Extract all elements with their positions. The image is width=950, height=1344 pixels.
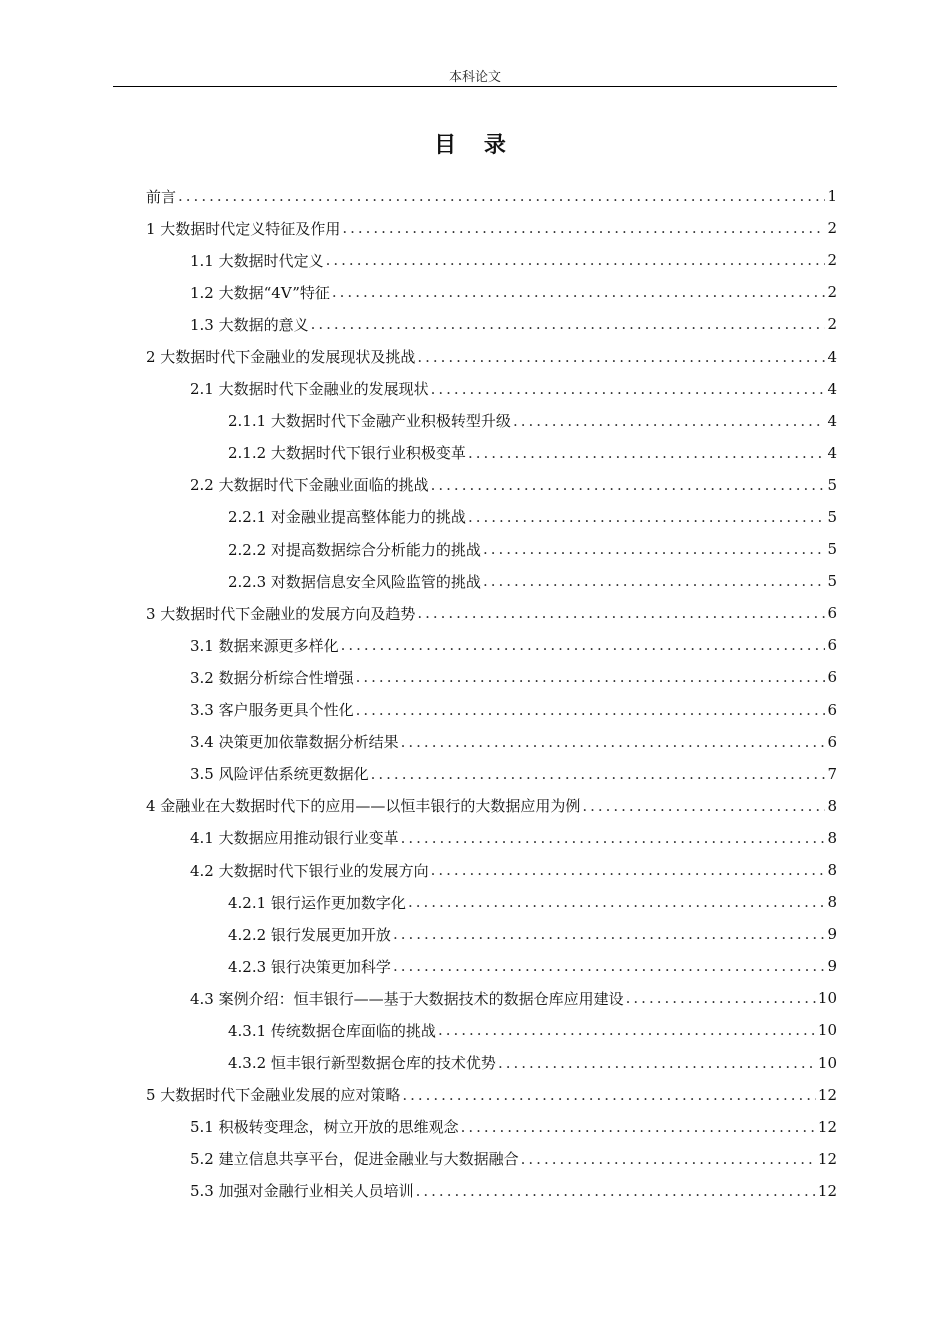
toc-entry-page-number: 4	[827, 443, 837, 462]
toc-leader-dots	[468, 444, 826, 462]
toc-entry[interactable]	[146, 790, 837, 822]
toc-entry-page-number: 1	[827, 187, 837, 206]
toc-entry[interactable]	[146, 501, 837, 533]
toc-entry-label: 4.3.1 传统数据仓库面临的挑战	[228, 1021, 436, 1040]
toc-entry-label: 2 大数据时代下金融业的发展现状及挑战	[146, 348, 416, 367]
toc-entry[interactable]	[146, 212, 837, 244]
toc-leader-dots	[417, 604, 825, 622]
toc-entry-label: 3.1 数据来源更多样化	[190, 636, 339, 655]
toc-entry-label: 2.1.2 大数据时代下银行业积极变革	[228, 444, 466, 463]
toc-leader-dots	[178, 187, 825, 205]
toc-entry-label: 3.4 决策更加依靠数据分析结果	[190, 733, 399, 752]
toc-entry-page-number: 12	[817, 1181, 837, 1200]
toc-entry[interactable]	[146, 726, 837, 758]
toc-entry-page-number: 5	[827, 475, 837, 494]
page-header-title: 本科论文	[448, 70, 501, 85]
toc-entry-page-number: 10	[817, 1053, 837, 1072]
toc-entry-label: 1.1 大数据时代定义	[190, 251, 324, 270]
toc-entry[interactable]	[146, 180, 837, 212]
toc-entry-page-number: 9	[827, 957, 837, 976]
toc-leader-dots	[483, 572, 826, 590]
toc-leader-dots	[582, 797, 825, 815]
toc-entry-page-number: 2	[827, 251, 837, 270]
toc-entry-page-number: 12	[817, 1085, 837, 1104]
toc-entry[interactable]	[146, 597, 837, 629]
toc-leader-dots	[408, 893, 826, 911]
toc-entry[interactable]	[146, 886, 837, 918]
toc-entry-label: 5.2 建立信息共享平台，促进金融业与大数据融合	[190, 1150, 519, 1169]
toc-leader-dots	[326, 251, 826, 269]
toc-leader-dots	[513, 412, 826, 430]
toc-entry[interactable]	[146, 1175, 837, 1207]
toc-leader-dots	[461, 1118, 816, 1136]
toc-entry[interactable]	[146, 661, 837, 693]
toc-entry[interactable]	[146, 1014, 837, 1046]
toc-entry-label: 5.1 积极转变理念，树立开放的思维观念	[190, 1118, 459, 1137]
toc-entry[interactable]	[146, 758, 837, 790]
toc-entry-page-number: 10	[817, 989, 837, 1008]
toc-leader-dots	[393, 925, 826, 943]
toc-entry-label: 4.3.2 恒丰银行新型数据仓库的技术优势	[228, 1054, 496, 1073]
toc-entry-label: 3 大数据时代下金融业的发展方向及趋势	[146, 604, 416, 623]
toc-leader-dots	[401, 733, 826, 751]
toc-entry[interactable]	[146, 405, 837, 437]
toc-entry[interactable]	[146, 244, 837, 276]
toc-entry[interactable]	[146, 854, 837, 886]
toc-entry-label: 2.2 大数据时代下金融业面临的挑战	[190, 476, 429, 495]
toc-title: 目 录	[434, 133, 516, 158]
toc-leader-dots	[371, 765, 826, 783]
toc-entry[interactable]	[146, 565, 837, 597]
toc-entry-page-number: 12	[817, 1117, 837, 1136]
toc-entry-label: 3.3 客户服务更具个性化	[190, 701, 354, 720]
toc-leader-dots	[626, 989, 816, 1007]
toc-entry[interactable]	[146, 1111, 837, 1143]
toc-leader-dots	[356, 668, 826, 686]
toc-entry[interactable]	[146, 822, 837, 854]
toc-leader-dots	[416, 1182, 816, 1200]
toc-entry-label: 前言	[146, 187, 177, 206]
toc-entry-page-number: 2	[827, 315, 837, 334]
toc-entry-label: 2.2.3 对数据信息安全风险监管的挑战	[228, 572, 481, 591]
toc-entry-label: 3.2 数据分析综合性增强	[190, 668, 354, 687]
toc-leader-dots	[498, 1054, 816, 1072]
toc-entry[interactable]	[146, 469, 837, 501]
toc-entry-label: 1 大数据时代定义特征及作用	[146, 219, 341, 238]
toc-entry[interactable]	[146, 1047, 837, 1079]
toc-entry[interactable]	[146, 1079, 837, 1111]
toc-entry-page-number: 8	[827, 796, 837, 815]
toc-entry[interactable]	[146, 982, 837, 1014]
toc-entry-label: 4.1 大数据应用推动银行业变革	[190, 829, 399, 848]
toc-leader-dots	[332, 283, 826, 301]
toc-leader-dots	[342, 219, 825, 237]
toc-entry-label: 4.2.3 银行决策更加科学	[228, 957, 391, 976]
toc-entry[interactable]	[146, 950, 837, 982]
toc-entry[interactable]	[146, 276, 837, 308]
toc-entry[interactable]	[146, 533, 837, 565]
toc-leader-dots	[438, 1021, 816, 1039]
toc-leader-dots	[393, 957, 826, 975]
table-of-contents	[146, 180, 837, 1207]
toc-entry-label: 4.2.2 银行发展更加开放	[228, 925, 391, 944]
toc-entry-label: 4.3 案例介绍：恒丰银行——基于大数据技术的数据仓库应用建设	[190, 989, 624, 1008]
toc-entry-page-number: 8	[827, 861, 837, 880]
toc-leader-dots	[402, 1086, 816, 1104]
toc-entry-label: 2.1 大数据时代下金融业的发展现状	[190, 380, 429, 399]
toc-entry-label: 2.2.1 对金融业提高整体能力的挑战	[228, 508, 466, 527]
toc-entry-page-number: 10	[817, 1021, 837, 1040]
toc-entry[interactable]	[146, 629, 837, 661]
toc-leader-dots	[468, 508, 826, 526]
toc-entry-label: 4 金融业在大数据时代下的应用——以恒丰银行的大数据应用为例	[146, 797, 581, 816]
toc-leader-dots	[431, 861, 826, 879]
toc-leader-dots	[417, 348, 825, 366]
toc-entry-page-number: 6	[827, 604, 837, 623]
toc-entry-label: 5 大数据时代下金融业发展的应对策略	[146, 1086, 401, 1105]
header-rule	[113, 86, 837, 87]
toc-leader-dots	[341, 636, 826, 654]
toc-entry-label: 1.2 大数据“4V”特征	[190, 283, 330, 302]
toc-leader-dots	[483, 540, 826, 558]
toc-entry[interactable]	[146, 1143, 837, 1175]
toc-leader-dots	[311, 315, 826, 333]
toc-entry-page-number: 5	[827, 540, 837, 559]
toc-entry-page-number: 6	[827, 700, 837, 719]
toc-entry-page-number: 9	[827, 925, 837, 944]
toc-entry[interactable]	[146, 694, 837, 726]
toc-entry-page-number: 4	[827, 379, 837, 398]
toc-entry[interactable]	[146, 373, 837, 405]
toc-entry[interactable]	[146, 340, 837, 372]
toc-entry-page-number: 6	[827, 668, 837, 687]
toc-entry-label: 2.2.2 对提高数据综合分析能力的挑战	[228, 540, 481, 559]
toc-entry-page-number: 12	[817, 1149, 837, 1168]
toc-entry-page-number: 2	[827, 219, 837, 238]
toc-entry-page-number: 4	[827, 411, 837, 430]
toc-entry-label: 5.3 加强对金融行业相关人员培训	[190, 1182, 414, 1201]
toc-entry-page-number: 7	[827, 764, 837, 783]
toc-entry-label: 4.2.1 银行运作更加数字化	[228, 893, 406, 912]
toc-entry-label: 1.3 大数据的意义	[190, 315, 309, 334]
toc-leader-dots	[401, 829, 826, 847]
toc-leader-dots	[431, 380, 826, 398]
toc-entry-label: 2.1.1 大数据时代下金融产业积极转型升级	[228, 412, 511, 431]
toc-leader-dots	[431, 476, 826, 494]
toc-entry-page-number: 8	[827, 893, 837, 912]
toc-entry-page-number: 8	[827, 828, 837, 847]
toc-entry-page-number: 5	[827, 572, 837, 591]
toc-entry[interactable]	[146, 308, 837, 340]
toc-leader-dots	[356, 701, 826, 719]
toc-entry-page-number: 4	[827, 347, 837, 366]
toc-entry-label: 4.2 大数据时代下银行业的发展方向	[190, 861, 429, 880]
toc-entry-page-number: 6	[827, 636, 837, 655]
toc-entry[interactable]	[146, 437, 837, 469]
toc-entry-page-number: 5	[827, 507, 837, 526]
toc-entry-page-number: 2	[827, 283, 837, 302]
toc-leader-dots	[521, 1150, 816, 1168]
toc-entry-label: 3.5 风险评估系统更数据化	[190, 765, 369, 784]
toc-entry-page-number: 6	[827, 732, 837, 751]
toc-entry[interactable]	[146, 918, 837, 950]
